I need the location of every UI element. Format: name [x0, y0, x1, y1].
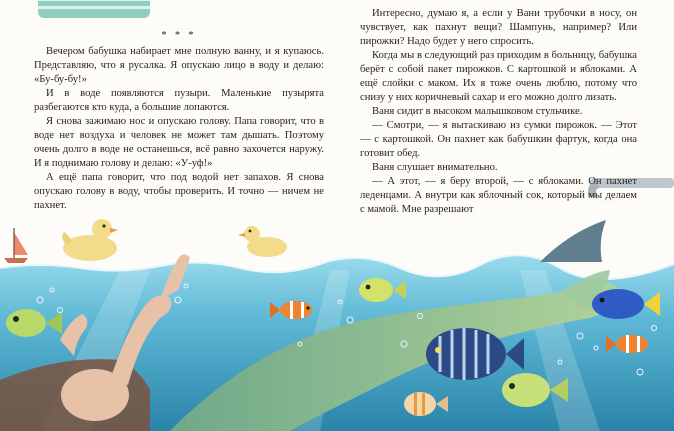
paragraph: — А этот, — я беру второй, — с яблоками. Он пахнет леденцами. А внутри как яблочный сок, который мы делаем с мамой. Мне разрешают — [360, 176, 637, 215]
paragraph: Интересно, думаю я, а если у Вани трубочки в носу, он чувствует, как пахнут вещи? Шампунь, например? Или пирожки? Надо будет у него спросить. — [360, 8, 637, 47]
left-page-text — [34, 45, 324, 213]
rubber-duck-large-icon — [62, 219, 118, 261]
paragraph: Я снова зажимаю нос и опускаю голову. Папа говорит, что в воде нет воздуха и человек не может там дышать. Поэтому очень долго в воде не останешься, всё равно захочется наружу. И я поднимаю голову и делаю: «У-уф!» — [34, 116, 324, 169]
paragraph: Когда мы в следующий раз приходим в больницу, бабушка берёт с собой пакет пирожков. С картошкой и яблоками. А ещё слойки с маком. Их я тоже очень люблю, потому что снизу у них коричневый сахар и его можно долго лизать. — [360, 50, 637, 103]
paragraph: Ваня сидит в высоком малышковом стульчике. — [372, 106, 583, 117]
rubber-duck-small-icon — [238, 226, 287, 257]
section-separator: * * * — [161, 30, 197, 41]
sailboat-icon — [4, 228, 28, 263]
paragraph: — Смотри, — я вытаскиваю из сумки пирожок. — Этот — с картошкой. Он пахнет как бабушкин фартук, когда она готовит обед. — [360, 120, 637, 159]
right-page-text — [360, 7, 637, 217]
shark-fin-icon — [540, 220, 606, 262]
towel-illustration — [38, 0, 150, 18]
paragraph: Вечером бабушка набирает мне полную ванну, и я купаюсь. Представляю, что я русалка. Я опускаю лицо в воду и делаю: «Бу-бу-бу!» — [34, 46, 324, 85]
paragraph: Ваня слушает внимательно. — [372, 162, 498, 173]
paragraph: И в воде появляются пузыри. Маленькие пузырята разбегаются кто куда, а большие лопаются. — [34, 88, 324, 113]
paragraph: А ещё папа говорит, что под водой нет запахов. Я снова опускаю голову в воду, чтобы проверить. И точно — ничем не пахнет. — [34, 172, 324, 211]
